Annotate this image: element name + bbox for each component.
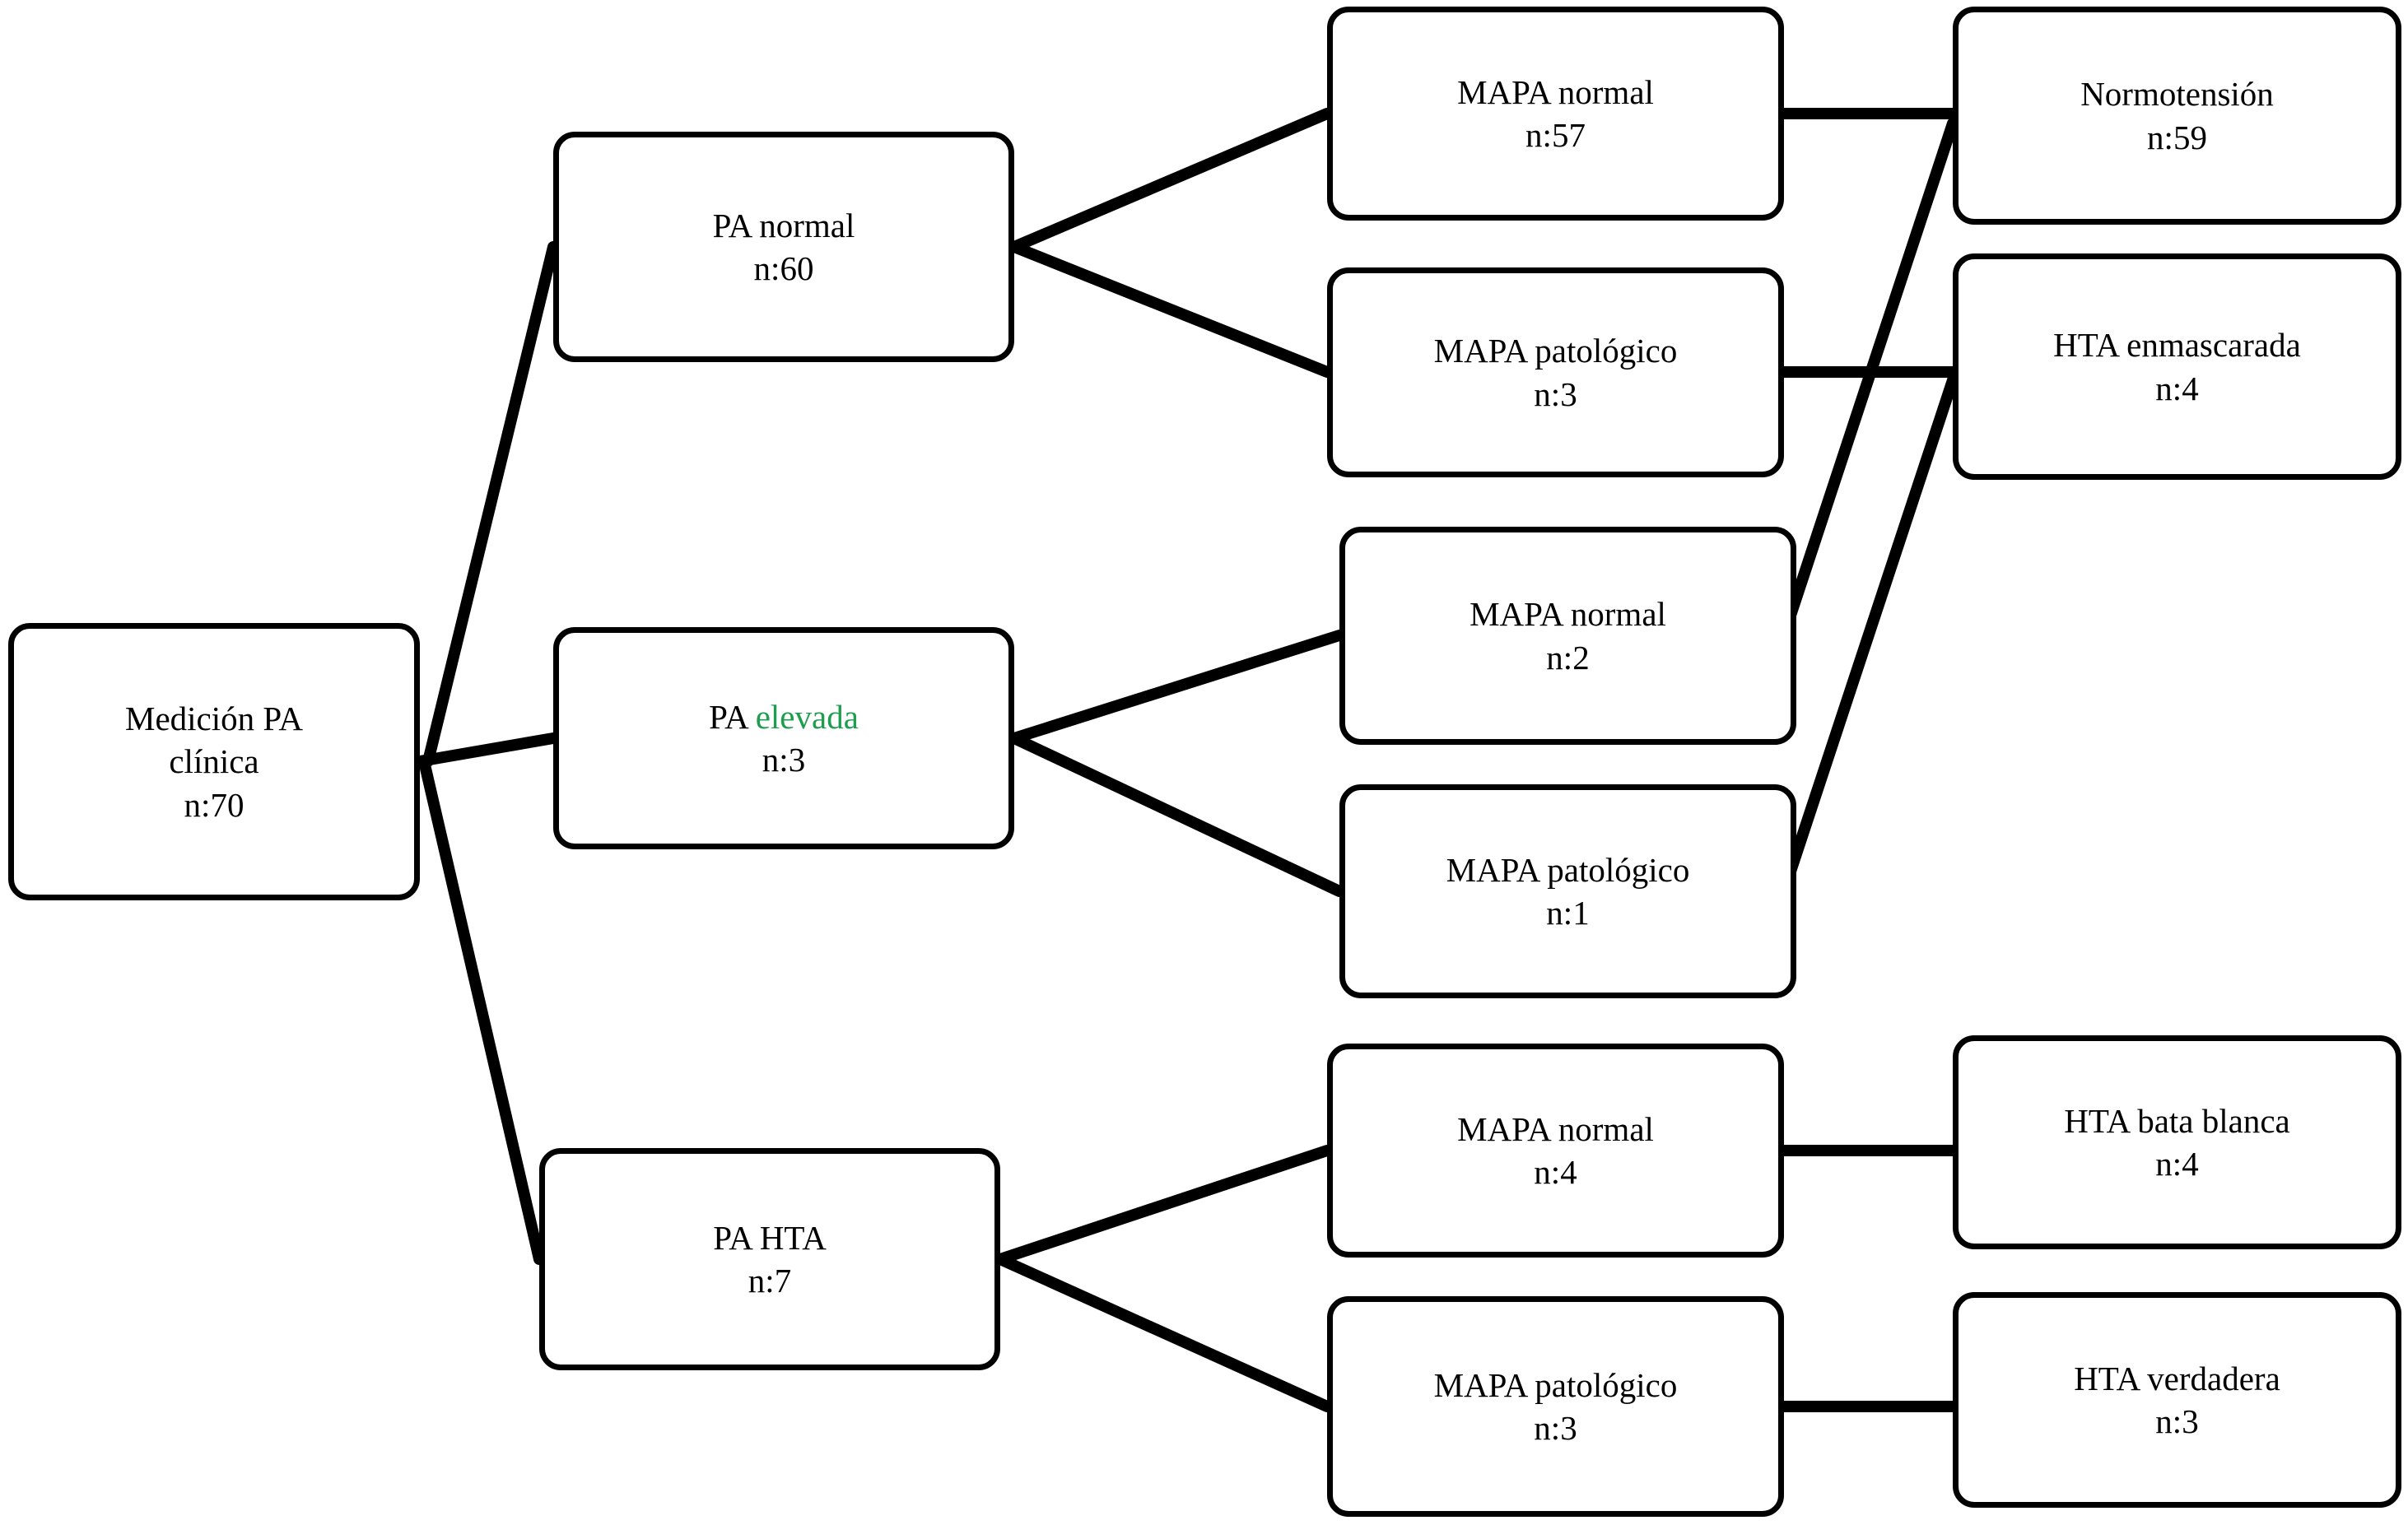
node-count: n:3 [2155, 1402, 2199, 1440]
node-label [709, 695, 859, 738]
edge-pa-elevada-to-mapa-pat [1014, 738, 1339, 891]
node-count: n:59 [2147, 118, 2207, 156]
outcome-hta-bata-blanca[interactable] [1953, 1035, 2401, 1249]
node-label: Medición PA [124, 699, 304, 737]
node-count: n:1 [1546, 894, 1590, 932]
pa-hta[interactable] [539, 1148, 1000, 1370]
node-label-accent: elevada [755, 697, 859, 736]
node-count: n:57 [1525, 116, 1586, 154]
edge-pa-hta-to-mapa-normal [1000, 1151, 1327, 1259]
node-label: HTA bata blanca [2064, 1101, 2290, 1140]
mapa-normal-from-pa-hta[interactable] [1327, 1044, 1784, 1258]
node-label: PA HTA [713, 1218, 827, 1257]
node-count: n:2 [1546, 638, 1590, 676]
mapa-patologico-from-pa-normal[interactable] [1327, 267, 1784, 477]
node-label: MAPA normal [1457, 72, 1654, 111]
node-count: n:4 [2155, 369, 2199, 407]
node-label: HTA enmascarada [2053, 326, 2301, 365]
node-label: clínica [169, 742, 259, 781]
node-count: n:3 [1534, 374, 1577, 413]
edge-mapa-normal2-to-normotension [1784, 123, 1953, 635]
node-count: n:60 [753, 249, 814, 287]
node-label: HTA verdadera [2074, 1359, 2280, 1397]
node-label: MAPA patológico [1433, 1365, 1678, 1404]
edge-root-to-pa-hta [424, 761, 539, 1259]
node-label: MAPA patológico [1433, 332, 1678, 370]
node-count: n:4 [2155, 1145, 2199, 1183]
node-count: n:3 [1534, 1409, 1577, 1447]
node-label: MAPA patológico [1446, 850, 1690, 889]
edge-pa-elevada-to-mapa-normal [1014, 635, 1339, 738]
node-label-prefix: PA [709, 697, 756, 736]
node-count: n:70 [184, 785, 245, 824]
mapa-normal-from-pa-normal[interactable] [1327, 7, 1784, 221]
mapa-normal-from-pa-elevada[interactable] [1339, 527, 1796, 745]
edge-pa-normal-to-mapa-pat [1014, 247, 1327, 372]
edge-root-to-pa-normal [420, 247, 553, 761]
node-count: n:3 [762, 741, 806, 779]
node-count: n:7 [748, 1262, 792, 1300]
node-label: MAPA normal [1469, 595, 1666, 634]
outcome-normotension[interactable] [1953, 7, 2401, 225]
edge-mapa-pat2-to-hta-enmascarada [1784, 380, 1953, 891]
node-count: n:4 [1534, 1153, 1577, 1191]
pa-normal[interactable] [553, 132, 1014, 362]
mapa-patologico-from-pa-elevada[interactable] [1339, 784, 1796, 998]
edge-root-to-pa-elevada [420, 738, 553, 761]
outcome-hta-enmascarada[interactable] [1953, 253, 2401, 480]
node-label: MAPA normal [1457, 1109, 1654, 1148]
mapa-patologico-from-pa-hta[interactable] [1327, 1296, 1784, 1517]
outcome-hta-verdadera[interactable] [1953, 1292, 2401, 1508]
node-label: Normotensión [2080, 75, 2274, 114]
measurement-root[interactable] [8, 623, 420, 900]
edge-pa-hta-to-mapa-pat [1000, 1259, 1327, 1406]
edge-pa-normal-to-mapa-normal [1014, 114, 1327, 247]
pa-elevada[interactable] [553, 627, 1014, 849]
node-label: PA normal [712, 206, 855, 244]
